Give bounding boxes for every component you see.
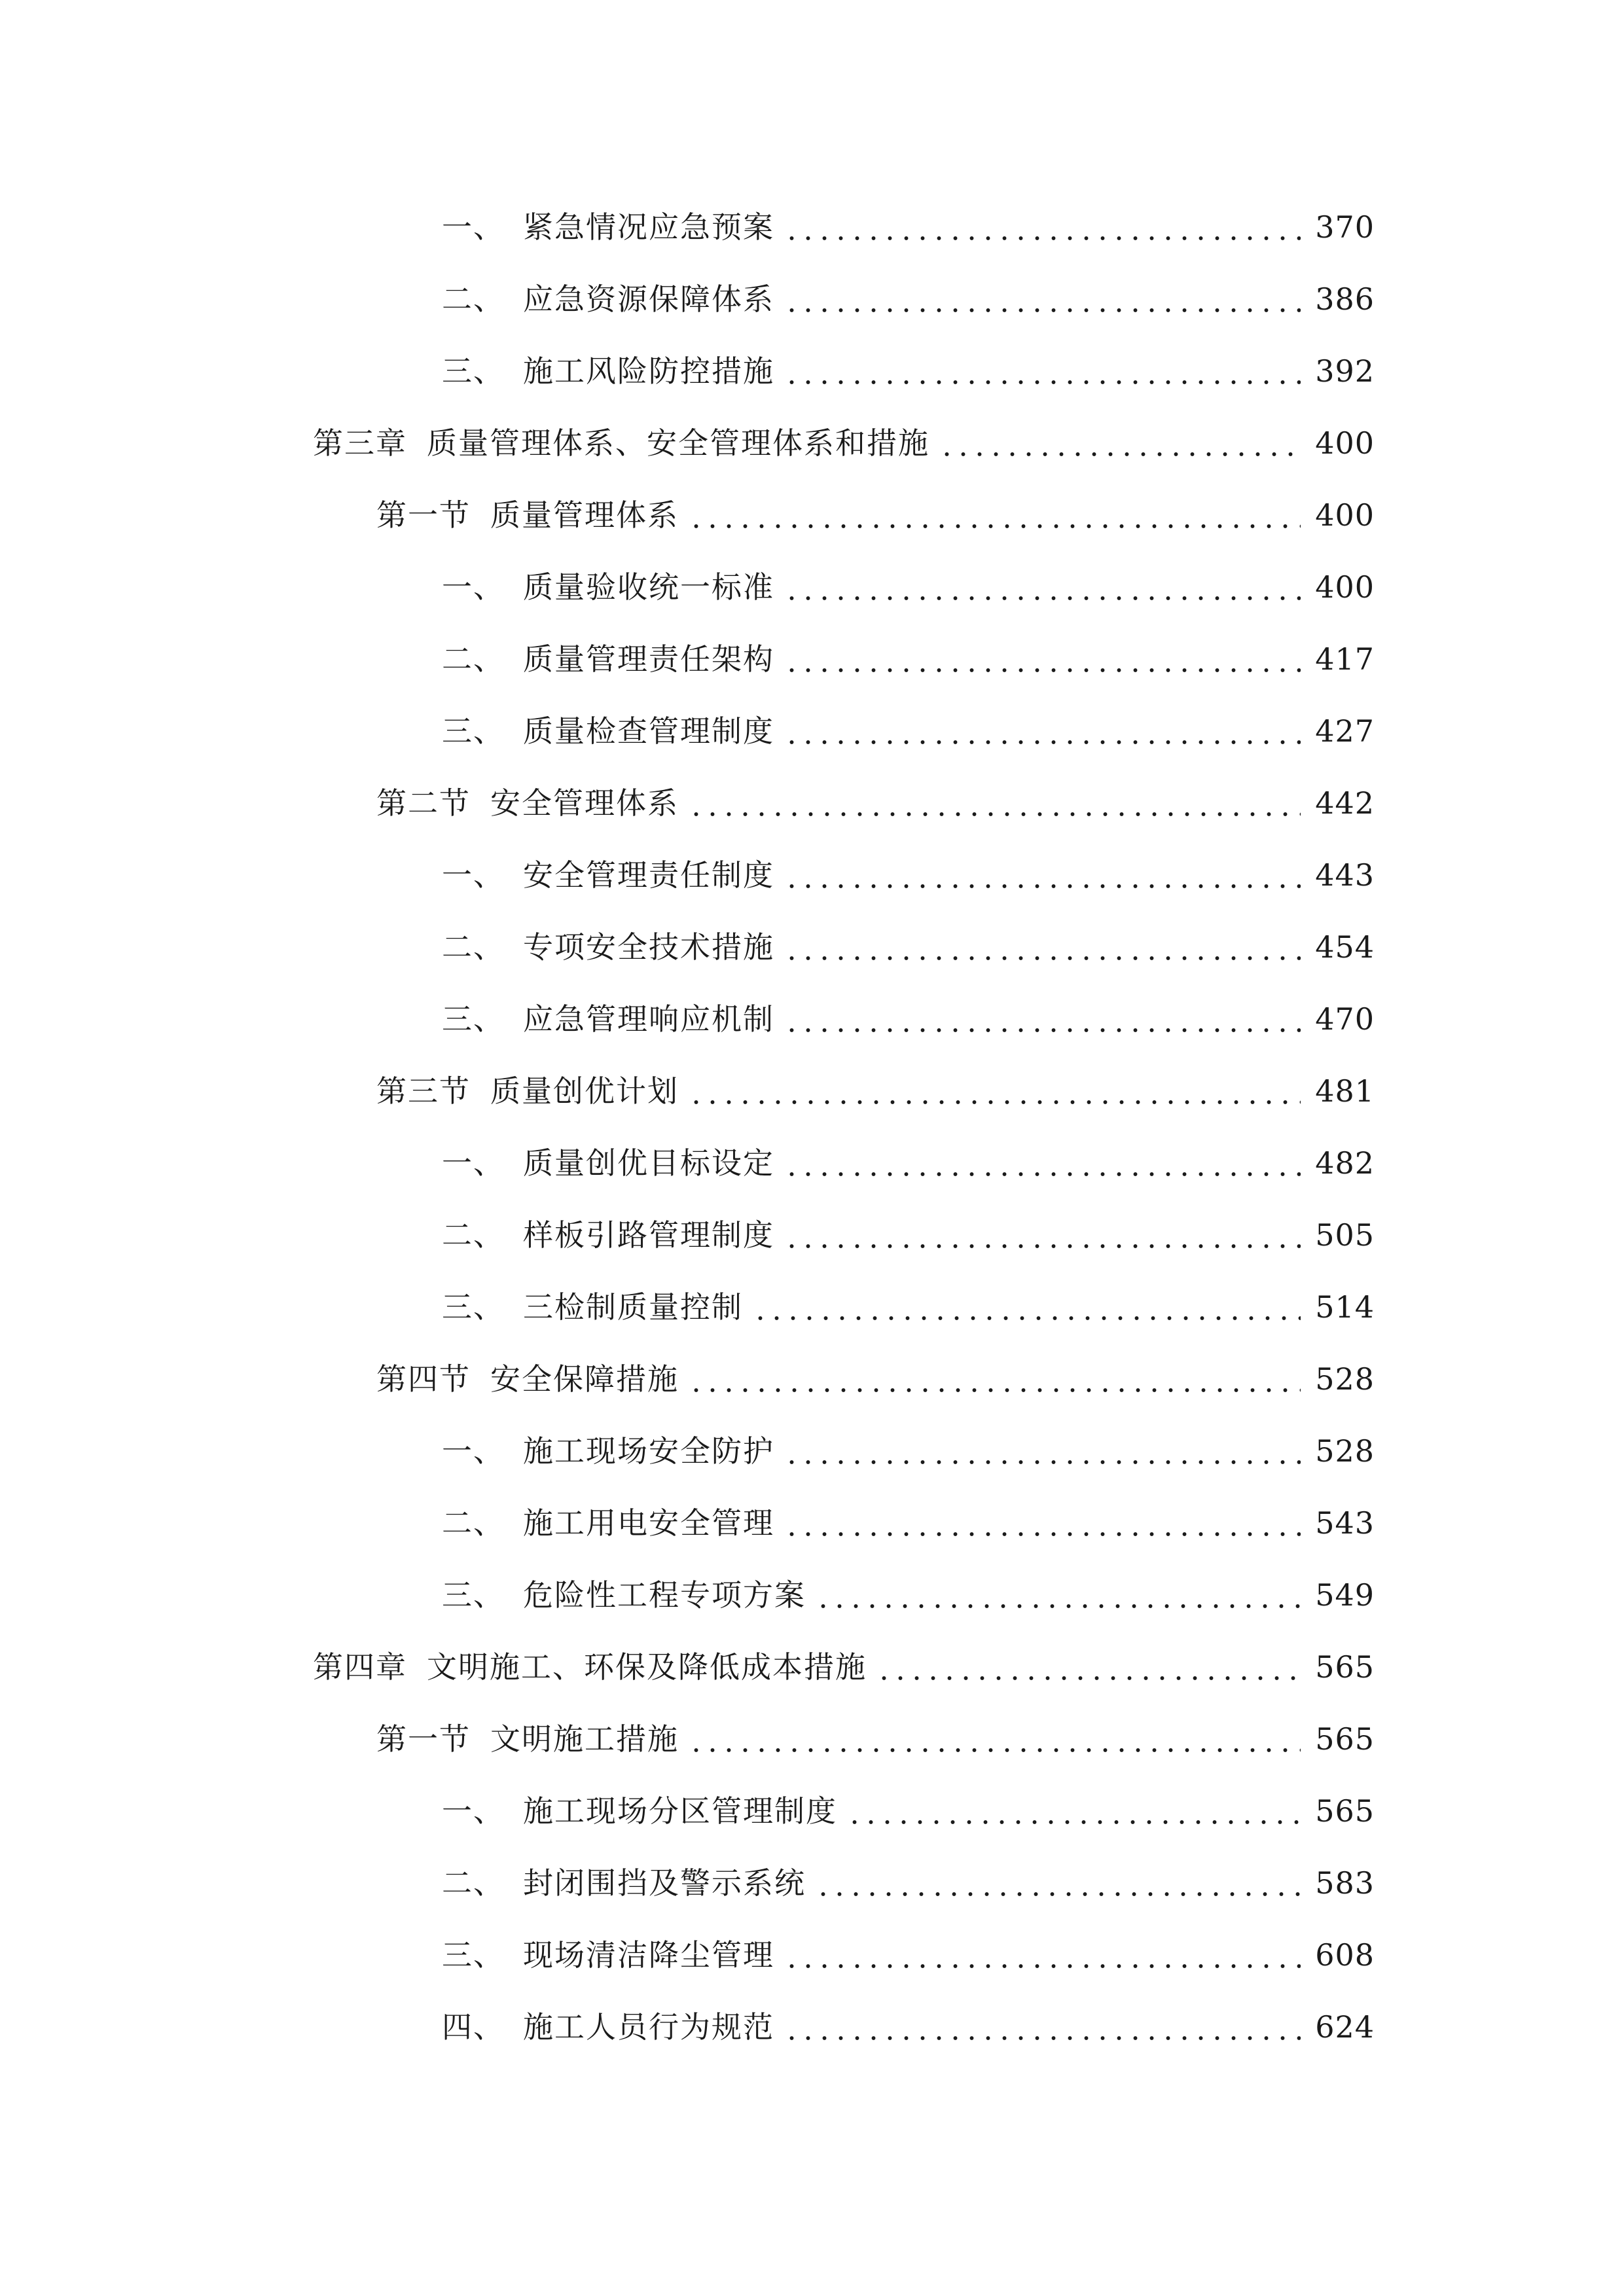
toc-entry-number: 二、 (442, 1865, 505, 1901)
dot-leader (784, 2012, 1301, 2042)
toc-entry[interactable] (376, 1342, 1375, 1397)
toc-entry-number: 第三章 (313, 425, 407, 461)
toc-entry[interactable] (313, 406, 1375, 461)
toc-entry-page: 528 (1315, 1361, 1375, 1397)
toc-entry-number: 一、 (442, 1145, 505, 1181)
toc-entry-page: 543 (1315, 1505, 1375, 1541)
toc-entry[interactable] (442, 190, 1375, 245)
toc-entry-title: 质量验收统一标准 (523, 569, 774, 605)
dot-leader (784, 932, 1301, 962)
toc-entry-number: 三、 (442, 1577, 505, 1613)
dot-leader (784, 284, 1301, 314)
toc-entry-title: 施工现场安全防护 (523, 1433, 774, 1469)
dot-leader (784, 1220, 1301, 1250)
toc-entry-title: 三检制质量控制 (523, 1289, 743, 1325)
toc-entry-number: 第三节 (376, 1073, 471, 1109)
toc-entry-number: 三、 (442, 713, 505, 749)
toc-entry-page: 583 (1315, 1865, 1375, 1901)
toc-entry-number: 三、 (442, 353, 505, 389)
dot-leader (784, 572, 1301, 602)
toc-entry-page: 514 (1315, 1289, 1375, 1325)
toc-entry[interactable] (442, 1558, 1375, 1613)
dot-leader (688, 788, 1301, 818)
toc-entry-page: 454 (1315, 929, 1375, 965)
dot-leader (784, 716, 1301, 746)
toc-entry-number: 一、 (442, 209, 505, 245)
toc-entry[interactable] (442, 1846, 1375, 1901)
toc-entry-title: 样板引路管理制度 (523, 1217, 774, 1253)
toc-entry[interactable] (442, 910, 1375, 965)
dot-leader (784, 1004, 1301, 1034)
dot-leader (784, 1436, 1301, 1466)
toc-entry-page: 608 (1315, 1937, 1375, 1973)
toc-entry-title: 质量管理体系 (490, 497, 679, 533)
dot-leader (688, 1724, 1301, 1754)
toc-entry[interactable] (442, 1486, 1375, 1541)
toc-entry-title: 危险性工程专项方案 (523, 1577, 806, 1613)
toc-entry[interactable] (442, 694, 1375, 749)
toc-entry-page: 443 (1315, 857, 1375, 893)
dot-leader (876, 1652, 1301, 1682)
toc-entry-page: 549 (1315, 1577, 1375, 1613)
toc-entry[interactable] (376, 478, 1375, 533)
toc-entry[interactable] (442, 838, 1375, 893)
toc-entry-page: 386 (1315, 281, 1375, 317)
dot-leader (688, 1364, 1301, 1394)
toc-entry-number: 第一节 (376, 497, 471, 533)
toc-entry-title: 文明施工措施 (490, 1721, 679, 1757)
toc-entry-title: 施工风险防控措施 (523, 353, 774, 389)
dot-leader (846, 1796, 1301, 1826)
dot-leader (784, 1148, 1301, 1178)
toc-entry-page: 370 (1315, 209, 1375, 245)
dot-leader (815, 1868, 1301, 1898)
toc-entry-title: 专项安全技术措施 (523, 929, 774, 965)
toc-entry-number: 一、 (442, 1433, 505, 1469)
toc-entry-page: 470 (1315, 1001, 1375, 1037)
toc-entry-number: 第四节 (376, 1361, 471, 1397)
toc-entry-page: 442 (1315, 785, 1375, 821)
toc-entry-title: 文明施工、环保及降低成本措施 (427, 1649, 867, 1685)
toc-entry-number: 第二节 (376, 785, 471, 821)
dot-leader (784, 356, 1301, 386)
toc-entry-title: 质量管理责任架构 (523, 641, 774, 677)
toc-entry-page: 565 (1315, 1721, 1375, 1757)
toc-entry-number: 二、 (442, 281, 505, 317)
toc-entry-title: 应急资源保障体系 (523, 281, 774, 317)
toc-entry-page: 400 (1315, 425, 1375, 461)
dot-leader (784, 860, 1301, 890)
toc-entry[interactable] (442, 334, 1375, 389)
toc-entry-number: 三、 (442, 1289, 505, 1325)
toc-entry[interactable] (376, 1054, 1375, 1109)
dot-leader (815, 1580, 1301, 1610)
toc-entry-title: 质量创优计划 (490, 1073, 679, 1109)
toc-entry[interactable] (442, 262, 1375, 317)
toc-entry-number: 一、 (442, 1793, 505, 1829)
toc-entry-title: 施工现场分区管理制度 (523, 1793, 837, 1829)
toc-entry-number: 一、 (442, 857, 505, 893)
toc-entry-number: 一、 (442, 569, 505, 605)
toc-entry-page: 427 (1315, 713, 1375, 749)
toc-entry-title: 现场清洁降尘管理 (523, 1937, 774, 1973)
toc-entry-number: 三、 (442, 1001, 505, 1037)
dot-leader (784, 1508, 1301, 1538)
toc-entry-page: 624 (1315, 2009, 1375, 2045)
toc-entry-page: 565 (1315, 1649, 1375, 1685)
toc-entry[interactable] (442, 1198, 1375, 1253)
toc-entry-page: 400 (1315, 497, 1375, 533)
toc-entry[interactable] (313, 1630, 1375, 1685)
toc-entry-title: 质量管理体系、安全管理体系和措施 (427, 425, 929, 461)
toc-entry[interactable] (442, 1270, 1375, 1325)
toc-entry-title: 质量检查管理制度 (523, 713, 774, 749)
toc-entry-number: 第一节 (376, 1721, 471, 1757)
toc-entry-number: 四、 (442, 2009, 505, 2045)
toc-entry-title: 安全管理责任制度 (523, 857, 774, 893)
toc-entry-number: 三、 (442, 1937, 505, 1973)
toc-entry-number: 二、 (442, 1505, 505, 1541)
toc-entry[interactable] (442, 1126, 1375, 1181)
toc-entry[interactable] (376, 1702, 1375, 1757)
toc-entry[interactable] (442, 1414, 1375, 1469)
toc-entry-page: 481 (1315, 1073, 1375, 1109)
toc-entry-page: 400 (1315, 569, 1375, 605)
dot-leader (784, 1940, 1301, 1970)
toc-entry[interactable] (376, 766, 1375, 821)
toc-entry-page: 392 (1315, 353, 1375, 389)
toc-entry-number: 二、 (442, 929, 505, 965)
toc-entry-page: 482 (1315, 1145, 1375, 1181)
toc-entry-title: 紧急情况应急预案 (523, 209, 774, 245)
toc-entry-page: 528 (1315, 1433, 1375, 1469)
dot-leader (939, 428, 1301, 458)
toc-entry-number: 二、 (442, 1217, 505, 1253)
toc-entry-title: 施工用电安全管理 (523, 1505, 774, 1541)
toc-entry-title: 施工人员行为规范 (523, 2009, 774, 2045)
dot-leader (752, 1292, 1301, 1322)
toc-entry-title: 安全管理体系 (490, 785, 679, 821)
dot-leader (784, 644, 1301, 674)
toc-entry-title: 封闭围挡及警示系统 (523, 1865, 806, 1901)
toc-entry-page: 565 (1315, 1793, 1375, 1829)
toc-entry[interactable] (442, 1774, 1375, 1829)
toc-entry-title: 应急管理响应机制 (523, 1001, 774, 1037)
toc-entry[interactable] (442, 1918, 1375, 1973)
toc-entry[interactable] (442, 1990, 1375, 2045)
dot-leader (688, 1076, 1301, 1106)
toc-entry-page: 417 (1315, 641, 1375, 677)
toc-entry-number: 第四章 (313, 1649, 407, 1685)
dot-leader (688, 500, 1301, 530)
toc-entry[interactable] (442, 622, 1375, 677)
toc-entry-page: 505 (1315, 1217, 1375, 1253)
dot-leader (784, 212, 1301, 242)
toc-entry-number: 二、 (442, 641, 505, 677)
toc-entry[interactable] (442, 550, 1375, 605)
toc-entry-title: 安全保障措施 (490, 1361, 679, 1397)
toc-entry[interactable] (442, 982, 1375, 1037)
toc-entry-title: 质量创优目标设定 (523, 1145, 774, 1181)
